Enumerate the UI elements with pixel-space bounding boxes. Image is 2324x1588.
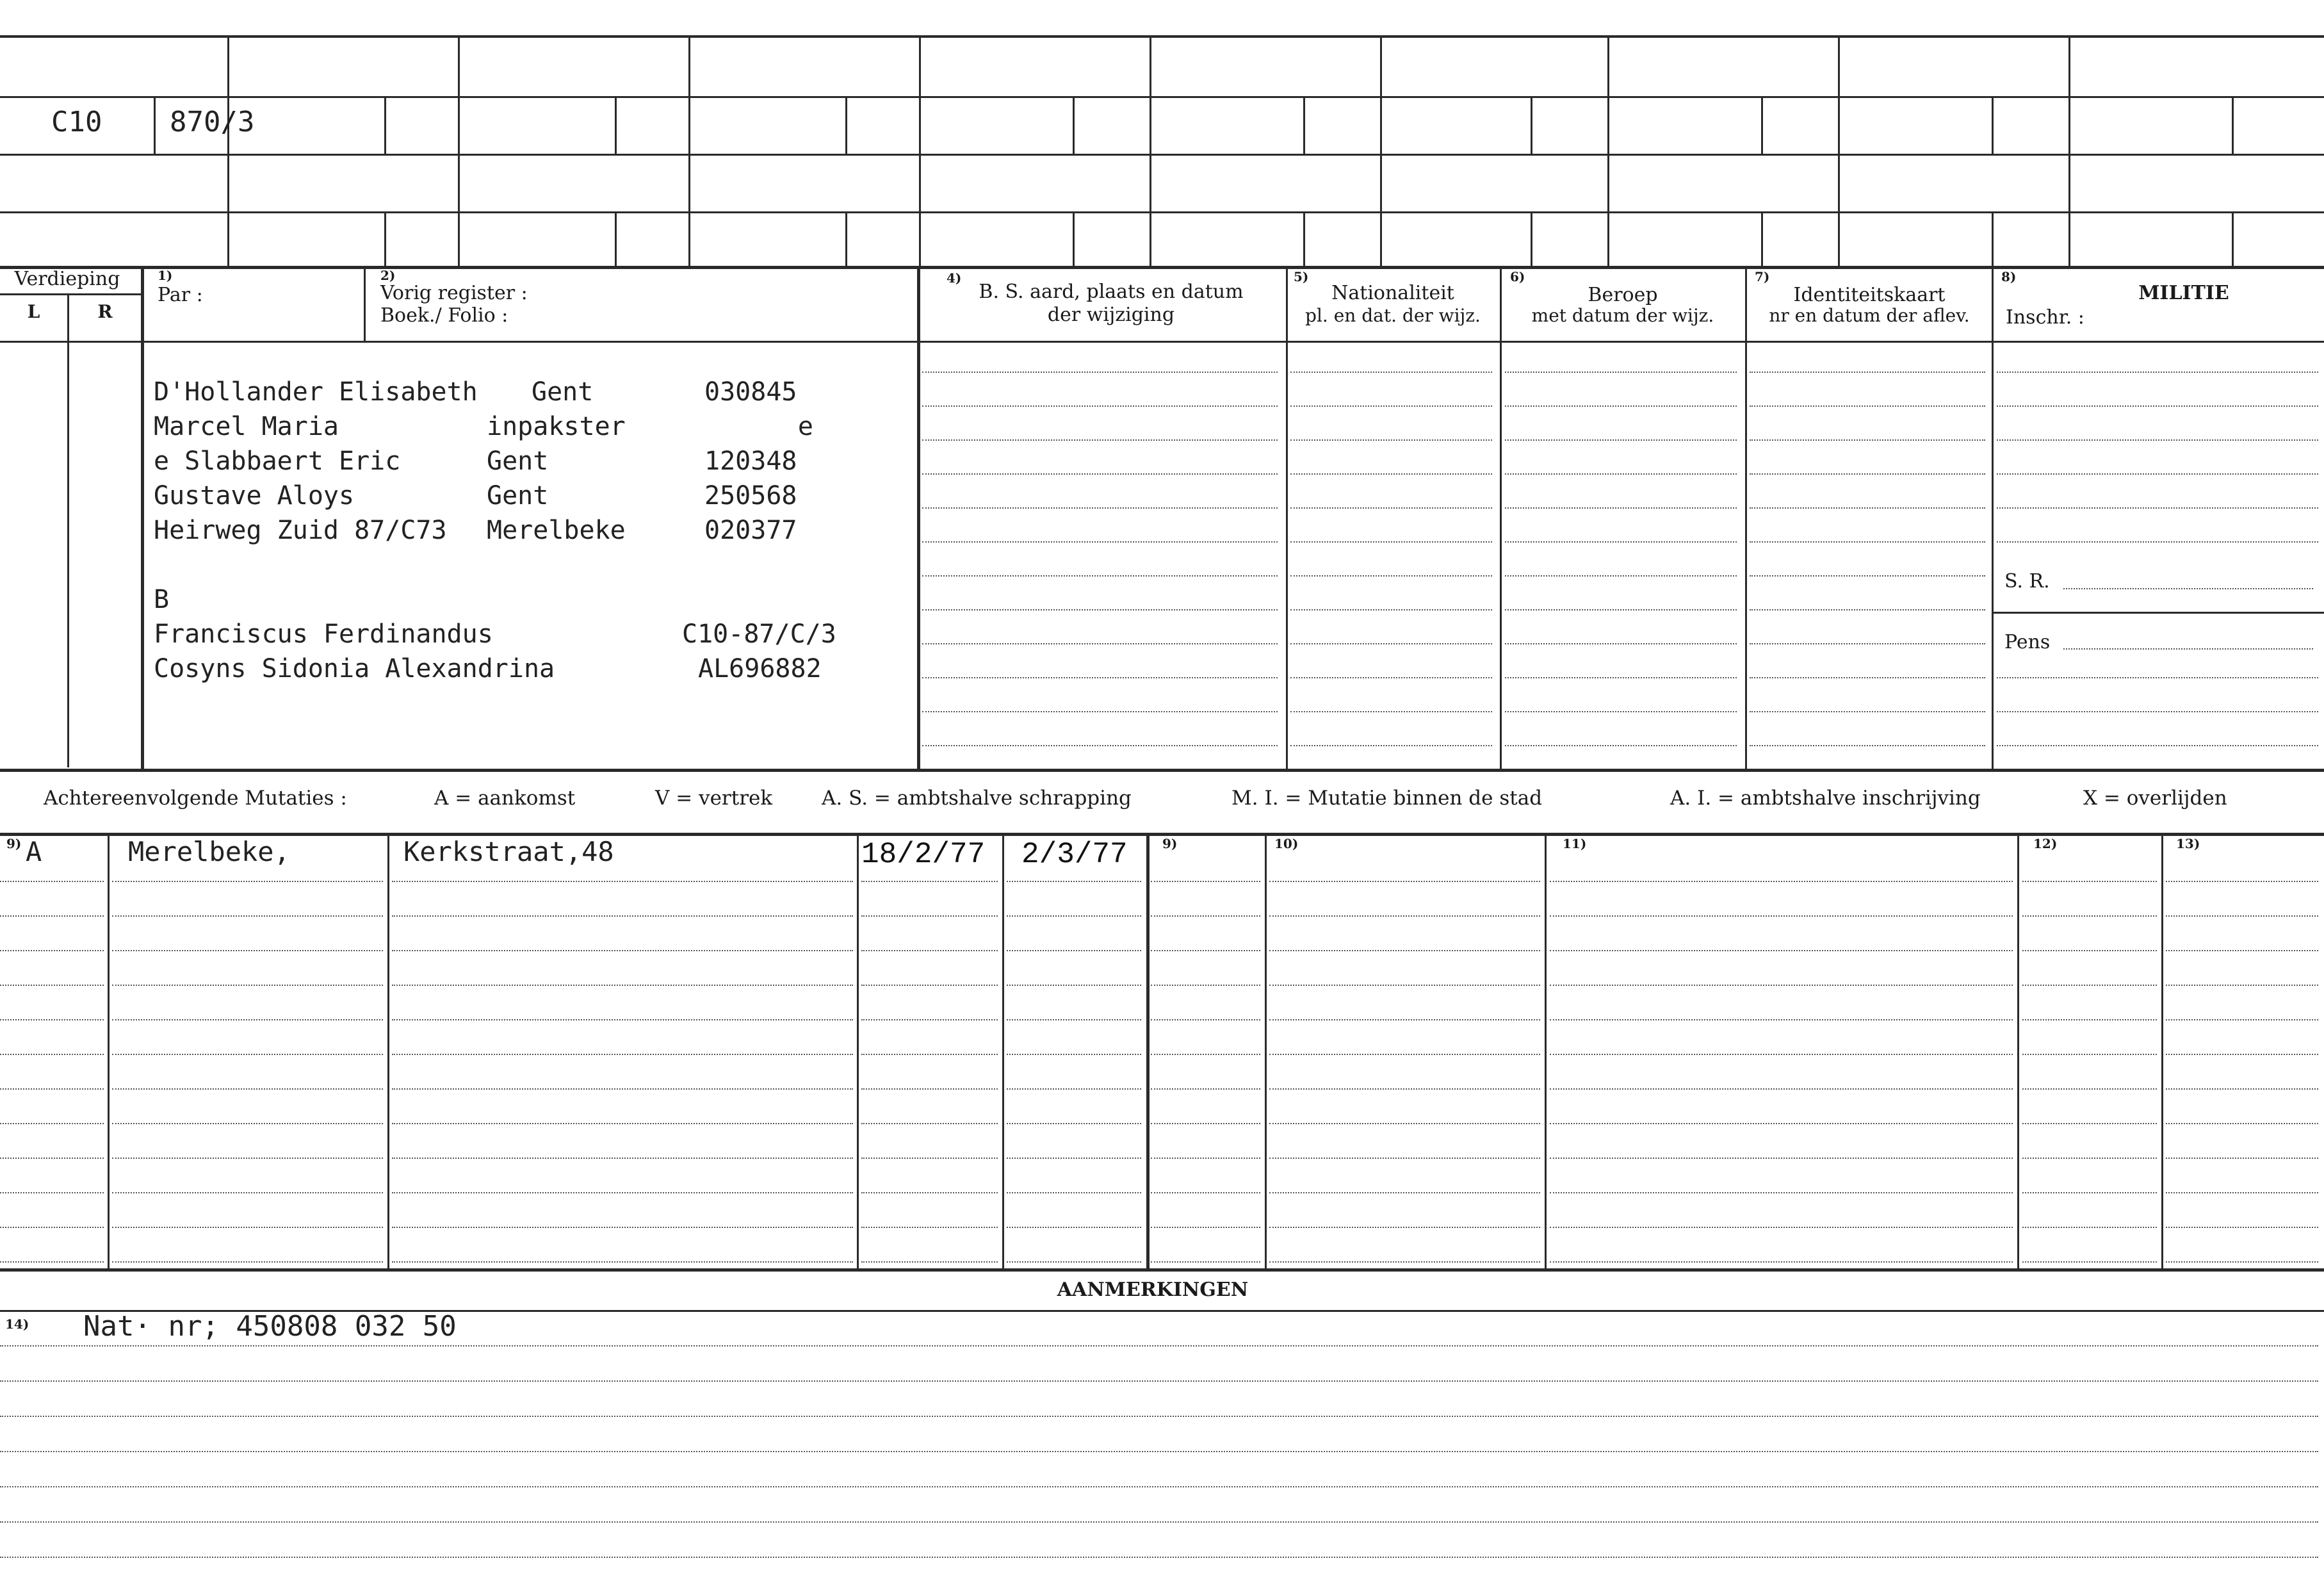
grid-subcolumn: [2232, 211, 2234, 266]
change-row-line: [1505, 745, 1737, 746]
grid-subcolumn: [615, 211, 617, 266]
mutation-row-line: [2166, 1123, 2318, 1124]
change-row-line: [1997, 711, 2318, 712]
mutation-row-line: [0, 1019, 104, 1020]
change-row-line: [1505, 711, 1737, 712]
col12b-number: 12): [2033, 836, 2058, 851]
mutation-row-line: [2022, 915, 2157, 917]
mutation-row-line: [1550, 1088, 2013, 1090]
change-row-line: [1505, 439, 1737, 441]
mutation-row-line: [0, 915, 104, 917]
grid-subcolumn: [1531, 96, 1532, 154]
mutation-row-line: [2022, 985, 2157, 986]
mutation-row-line: [392, 1088, 853, 1090]
grid-column: [1607, 35, 1609, 266]
change-row-line: [1290, 541, 1492, 543]
mutation-row-line: [1269, 1123, 1540, 1124]
mutation-row-line: [1269, 985, 1540, 986]
mutation-date-registration: 2/3/77: [1021, 838, 1128, 871]
change-row-line: [1750, 575, 1985, 577]
floor-column-line: [67, 293, 69, 767]
mutation-row-line: [1007, 1054, 1141, 1055]
change-row-line: [922, 643, 1278, 644]
change-row-line: [922, 372, 1278, 373]
militia-number: 8): [2001, 269, 2017, 284]
floor-column-line: [141, 266, 144, 769]
grid-column: [1150, 35, 1151, 266]
change-row-line: [1290, 372, 1492, 373]
change-row-line: [1997, 405, 2318, 407]
legend-internal: M. I. = Mutatie binnen de stad: [1231, 787, 1543, 810]
grid-subcolumn: [1761, 96, 1763, 154]
mutation-row-line: [1269, 950, 1540, 951]
verdieping-label: Verdieping: [14, 268, 120, 290]
mutation-row-line: [1007, 1192, 1141, 1193]
parent-line: Franciscus Ferdinandus C10-87/C/3: [154, 619, 836, 649]
mutation-row-line: [1269, 1261, 1540, 1263]
mutation-row-line: [861, 1261, 998, 1263]
mutation-row-line: [861, 1088, 998, 1090]
sr-line: [2063, 588, 2313, 589]
par-label: Par :: [158, 284, 203, 306]
mutation-row-line: [0, 1088, 104, 1090]
change-row-line: [1290, 439, 1492, 441]
id-card-header-line2: nr en datum der aflev.: [1769, 305, 1970, 326]
mutation-column: [108, 833, 110, 1268]
change-row-line: [1750, 372, 1985, 373]
mutation-row-line: [1151, 915, 1260, 917]
mutation-row-line: [1550, 950, 2013, 951]
mutation-column: [857, 833, 859, 1268]
change-row-line: [1750, 609, 1985, 610]
mutation-row-line: [112, 1019, 383, 1020]
mutation-column: [1002, 833, 1004, 1268]
profession-header-line2: met datum der wijz.: [1531, 305, 1714, 326]
mutation-row-line: [861, 1192, 998, 1193]
vorig-register-label: Vorig register :: [380, 282, 528, 304]
mutation-row-line: [2166, 881, 2318, 882]
grid-column: [458, 35, 460, 266]
change-row-line: [922, 575, 1278, 577]
mutation-row-line: [392, 1019, 853, 1020]
mutation-row-line: [1550, 881, 2013, 882]
change-row-line: [1750, 677, 1985, 678]
mutation-row-line: [112, 950, 383, 951]
mutation-column: [1146, 833, 1150, 1268]
grid-subcolumn: [1992, 96, 1994, 154]
change-row-line: [1290, 575, 1492, 577]
mutation-row-line: [112, 1054, 383, 1055]
grid-subcolumn: [1761, 211, 1763, 266]
mutation-row-line: [2022, 1019, 2157, 1020]
change-row-line: [1997, 541, 2318, 543]
mutation-row-line: [112, 881, 383, 882]
mutation-row-line: [1151, 1192, 1260, 1193]
profession-header-line1: Beroep: [1588, 284, 1658, 306]
nationality-header-line2: pl. en dat. der wijz.: [1305, 305, 1481, 326]
mutation-row-line: [1550, 1158, 2013, 1159]
mutation-row-line: [1550, 985, 2013, 986]
remarks-row-line: [0, 1380, 2318, 1382]
change-row-line: [922, 473, 1278, 475]
mutation-row-line: [1151, 1227, 1260, 1228]
mutation-row-line: [1269, 1158, 1540, 1159]
sr-label: S. R.: [2004, 570, 2050, 593]
mutation-row-line: [861, 915, 998, 917]
mutation-row-line: [112, 915, 383, 917]
mutation-row-line: [1269, 1227, 1540, 1228]
remarks-row-line: [0, 1416, 2318, 1417]
legend-registration: A. I. = ambtshalve inschrijving: [1670, 787, 1981, 810]
person-line: Marcel Maria inpakster e: [154, 412, 813, 441]
mutation-row-line: [1151, 1158, 1260, 1159]
mutation-row-line: [1269, 881, 1540, 882]
grid-subcolumn: [845, 211, 847, 266]
floor-left-label: L: [27, 301, 40, 322]
vorig-number: 2): [380, 268, 396, 283]
grid-subcolumn: [154, 96, 156, 154]
change-row-line: [1997, 507, 2318, 509]
legend-struck: A. S. = ambtshalve schrapping: [822, 787, 1132, 810]
mutation-row-line: [861, 985, 998, 986]
change-row-line: [1505, 541, 1737, 543]
mutation-row-line: [2166, 1088, 2318, 1090]
change-row-line: [1750, 745, 1985, 746]
bs-header-line2: der wijziging: [1047, 304, 1175, 326]
change-row-line: [1750, 711, 1985, 712]
remarks-row-line: [0, 1451, 2318, 1452]
mutation-row-line: [392, 950, 853, 951]
change-row-line: [922, 507, 1278, 509]
change-row-line: [1505, 609, 1737, 610]
mutation-row-line: [1007, 1123, 1141, 1124]
grid-subcolumn: [384, 96, 386, 154]
change-row-line: [1505, 677, 1737, 678]
mutation-row-line: [392, 1054, 853, 1055]
mutation-row-line: [2166, 915, 2318, 917]
grid-line: [0, 211, 2324, 213]
grid-line: [0, 96, 2324, 98]
mutation-row-line: [112, 985, 383, 986]
bs-header-line1: B. S. aard, plaats en datum: [979, 281, 1244, 303]
mutation-column: [387, 833, 389, 1268]
mutation-row-line: [2166, 1019, 2318, 1020]
grid-subcolumn: [615, 96, 617, 154]
person-line: D'Hollander Elisabeth Gent 030845: [154, 377, 797, 407]
mutation-row-line: [861, 1054, 998, 1055]
par-number: 1): [158, 268, 173, 283]
change-row-line: [922, 745, 1278, 746]
mutation-row-line: [1269, 1054, 1540, 1055]
nationality-number: 5): [1294, 269, 1309, 284]
mutation-row-line: [0, 1192, 104, 1193]
col11b-number: 11): [1563, 836, 1587, 851]
mutation-column: [1265, 833, 1267, 1268]
mutation-row-line: [0, 1261, 104, 1263]
grid-column: [227, 35, 229, 266]
mutation-row-line: [1269, 1019, 1540, 1020]
top-border: [0, 35, 2324, 38]
grid-column: [1838, 35, 1840, 266]
district-code: C10: [51, 106, 102, 138]
mutation-row-line: [2022, 1158, 2157, 1159]
mutation-row-line: [1550, 1227, 2013, 1228]
change-row-line: [1290, 643, 1492, 644]
mutation-row-line: [0, 881, 104, 882]
grid-subcolumn: [1073, 96, 1075, 154]
grid-line: [0, 154, 2324, 156]
change-row-line: [1505, 643, 1737, 644]
header-divider: [364, 266, 366, 341]
person-b-label: B: [154, 585, 170, 614]
mutation-row-line: [1151, 1261, 1260, 1263]
mutation-column: [1545, 833, 1547, 1268]
mutation-row-line: [1151, 881, 1260, 882]
boek-folio-label: Boek./ Folio :: [380, 304, 508, 327]
mutation-row-line: [1151, 1054, 1260, 1055]
mutation-row-line: [2022, 1261, 2157, 1263]
mutation-row-line: [392, 1192, 853, 1193]
person-line: Gustave Aloys Gent 250568: [154, 481, 797, 511]
mutation-row-line: [0, 1054, 104, 1055]
remarks-number: 14): [5, 1316, 29, 1332]
mutation-row-line: [2166, 985, 2318, 986]
mutation-row-line: [392, 1261, 853, 1263]
legend-title: Achtereenvolgende Mutaties :: [44, 787, 347, 810]
mutation-row-line: [112, 1088, 383, 1090]
mutation-row-line: [2166, 1227, 2318, 1228]
col10b-number: 10): [1274, 836, 1299, 851]
mutation-row-line: [392, 1227, 853, 1228]
section-line: [0, 1268, 2324, 1272]
mutation-row-line: [861, 1123, 998, 1124]
mutation-row-line: [2166, 1261, 2318, 1263]
person-line: e Slabbaert Eric Gent 120348: [154, 446, 797, 476]
col13b-number: 13): [2176, 836, 2200, 851]
change-row-line: [1750, 439, 1985, 441]
nationality-header-line1: Nationaliteit: [1331, 282, 1454, 304]
pens-line: [2063, 648, 2313, 650]
change-row-line: [1750, 405, 1985, 407]
pens-label: Pens: [2004, 631, 2051, 653]
remarks-text: Nat· nr; 450808 032 50: [83, 1310, 457, 1343]
militia-header: MILITIE: [2138, 282, 2229, 304]
grid-subcolumn: [1073, 211, 1075, 266]
mutation-row-line: [1151, 1123, 1260, 1124]
mutation-row-line: [112, 1261, 383, 1263]
remarks-row-line: [0, 1345, 2318, 1347]
change-row-line: [922, 541, 1278, 543]
remarks-row-line: [0, 1521, 2318, 1523]
column-divider: [1286, 266, 1288, 769]
change-row-line: [1505, 473, 1737, 475]
change-row-line: [1290, 473, 1492, 475]
mutation-row-line: [1550, 1123, 2013, 1124]
grid-subcolumn: [384, 211, 386, 266]
inschr-label: Inschr. :: [2006, 306, 2084, 329]
id-card-number: 7): [1755, 269, 1770, 284]
mutation-row-line: [1550, 1054, 2013, 1055]
mutation-row-line: [861, 950, 998, 951]
person-line: Heirweg Zuid 87/C73 Merelbeke 020377: [154, 516, 797, 545]
change-row-line: [1290, 507, 1492, 509]
mutation-row-line: [112, 1192, 383, 1193]
change-row-line: [1750, 507, 1985, 509]
change-row-line: [922, 439, 1278, 441]
mutation-row-line: [1007, 1158, 1141, 1159]
mutation-row-line: [1151, 1019, 1260, 1020]
change-row-line: [1290, 677, 1492, 678]
change-row-line: [1290, 405, 1492, 407]
change-row-line: [922, 711, 1278, 712]
mutation-row-line: [2022, 1054, 2157, 1055]
mutation-row-line: [861, 1019, 998, 1020]
mutation-row-line: [112, 1158, 383, 1159]
remarks-row-line: [0, 1557, 2318, 1558]
house-number: 870/3: [170, 106, 255, 138]
legend-arrival: A = aankomst: [434, 787, 576, 810]
mutation-row-line: [2022, 1123, 2157, 1124]
mutation-row-line: [2022, 881, 2157, 882]
col9b-number: 9): [1162, 836, 1178, 851]
mutation-row-line: [1007, 1261, 1141, 1263]
mutations-legend: [44, 787, 2227, 810]
grid-column: [2068, 35, 2070, 266]
mutation-row-line: [1269, 1088, 1540, 1090]
change-row-line: [1997, 473, 2318, 475]
grid-subcolumn: [1303, 96, 1305, 154]
change-row-line: [1997, 372, 2318, 373]
mutation-row-line: [2166, 1192, 2318, 1193]
mutation-row-line: [861, 1158, 998, 1159]
mutation-row-line: [1007, 915, 1141, 917]
mutation-row-line: [0, 950, 104, 951]
mutation-municipality: Merelbeke,: [128, 836, 290, 867]
change-row-line: [1290, 711, 1492, 712]
mutation-column: [2017, 833, 2019, 1268]
mutation-row-line: [861, 1227, 998, 1228]
mutation-row-line: [2022, 950, 2157, 951]
mutation-row-line: [1007, 1227, 1141, 1228]
grid-line: [0, 266, 2324, 269]
mutation-row-line: [2022, 1192, 2157, 1193]
grid-subcolumn: [1303, 211, 1305, 266]
legend-departure: V = vertrek: [655, 787, 773, 810]
mutation-row-line: [0, 985, 104, 986]
grid-subcolumn: [2232, 96, 2234, 154]
change-row-line: [1505, 507, 1737, 509]
mutation-row-line: [112, 1227, 383, 1228]
mutation-row-line: [1550, 1019, 2013, 1020]
mutation-row-line: [2166, 1158, 2318, 1159]
mutation-row-line: [2022, 1227, 2157, 1228]
mutation-date-arrival: 18/2/77: [861, 838, 986, 871]
parent-line: Cosyns Sidonia Alexandrina AL696882: [154, 654, 822, 683]
legend-death: X = overlijden: [2083, 787, 2227, 810]
change-row-line: [1997, 677, 2318, 678]
section-divider: [917, 266, 920, 769]
person-block: [154, 375, 836, 686]
change-row-line: [922, 609, 1278, 610]
header-bottom-line: [0, 341, 2324, 343]
change-row-line: [1750, 473, 1985, 475]
floor-right-label: R: [97, 301, 113, 322]
mutation-row-line: [0, 1158, 104, 1159]
mutation-row-line: [861, 881, 998, 882]
mutation-row-line: [392, 1123, 853, 1124]
verdieping-divider: [0, 293, 142, 295]
column-divider: [1992, 266, 1994, 769]
remarks-title: AANMERKINGEN: [1057, 1279, 1249, 1301]
mutation-row-line: [1007, 985, 1141, 986]
mutation-row-line: [1007, 950, 1141, 951]
mutation-row-line: [1269, 915, 1540, 917]
change-row-line: [1290, 745, 1492, 746]
mutation-row-line: [1151, 950, 1260, 951]
mutation-row-line: [1151, 985, 1260, 986]
change-row-line: [922, 677, 1278, 678]
col9-number: 9): [6, 836, 22, 851]
mutation-row-line: [1007, 1088, 1141, 1090]
mutation-row-line: [1550, 1261, 2013, 1263]
mutation-row-line: [392, 985, 853, 986]
mutation-row-line: [0, 1227, 104, 1228]
mutation-row-line: [2022, 1088, 2157, 1090]
change-row-line: [1505, 575, 1737, 577]
grid-subcolumn: [845, 96, 847, 154]
mutation-row-line: [2166, 950, 2318, 951]
change-row-line: [1505, 405, 1737, 407]
change-row-line: [922, 405, 1278, 407]
mutation-row-line: [392, 881, 853, 882]
mutation-row-line: [392, 1158, 853, 1159]
mutation-row-line: [2166, 1054, 2318, 1055]
grid-subcolumn: [1531, 211, 1532, 266]
mutation-row-line: [1007, 881, 1141, 882]
grid-column: [1380, 35, 1382, 266]
bs-number: 4): [947, 270, 962, 286]
mutation-row-line: [1550, 1192, 2013, 1193]
change-row-line: [1997, 745, 2318, 746]
change-row-line: [1505, 372, 1737, 373]
mutation-row-line: [1151, 1088, 1260, 1090]
profession-number: 6): [1510, 269, 1525, 284]
grid-column: [919, 35, 921, 266]
column-divider: [1745, 266, 1747, 769]
mutation-row-line: [0, 1123, 104, 1124]
change-row-line: [1750, 643, 1985, 644]
mutation-row-line: [112, 1123, 383, 1124]
mutation-row-line: [392, 915, 853, 917]
mutation-column: [2161, 833, 2163, 1268]
section-line: [0, 769, 2324, 772]
mutation-row-line: [1550, 915, 2013, 917]
change-row-line: [1750, 541, 1985, 543]
grid-column: [688, 35, 690, 266]
mutation-row-line: [1269, 1192, 1540, 1193]
change-row-line: [1997, 439, 2318, 441]
column-divider: [1500, 266, 1502, 769]
mutation-address: Kerkstraat,48: [403, 836, 614, 867]
mutation-type: A: [26, 836, 42, 867]
id-card-header-line1: Identiteitskaart: [1793, 284, 1946, 306]
militia-divider: [1992, 612, 2324, 614]
change-row-line: [1290, 609, 1492, 610]
grid-subcolumn: [1992, 211, 1994, 266]
remarks-row-line: [0, 1486, 2318, 1487]
mutation-row-line: [1007, 1019, 1141, 1020]
